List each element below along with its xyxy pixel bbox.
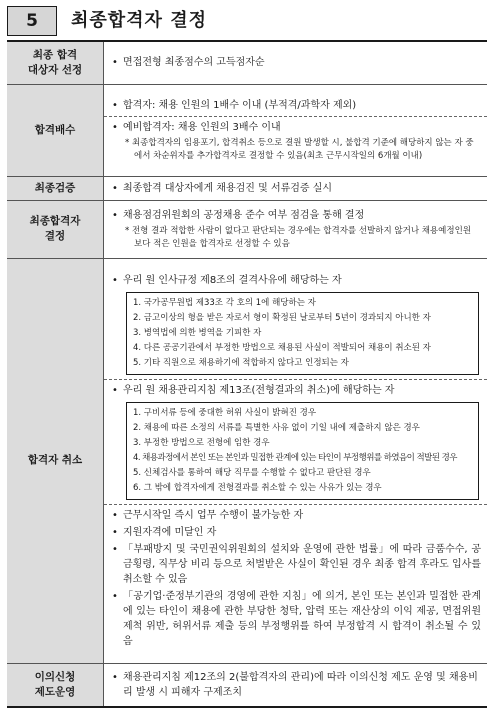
dashed-divider [104, 116, 487, 117]
dashed-divider [104, 504, 487, 505]
disqualification-box [126, 292, 479, 375]
bullet-item: • 면접전형 최종점수의 고득점자순 [112, 55, 481, 70]
bullet-item: • 예비합격자: 채용 인원의 3배수 이내 [112, 120, 481, 135]
box-item: 5. 기타 직원으로 채용하기에 적합하지 않다고 인정되는 자 [133, 357, 349, 368]
row-label [7, 200, 104, 258]
table-row [7, 258, 487, 663]
box-item: 3. 병역법에 의한 병역을 기피한 자 [133, 327, 262, 338]
row-label-line: 제도운영 [34, 685, 76, 698]
bullet-item: • 지원자격에 미달인 자 [112, 525, 481, 540]
row-content [104, 41, 488, 84]
dashed-divider [104, 379, 487, 380]
box-item: 2. 금고이상의 형을 받은 자로서 형이 확정된 날로부터 5년이 경과되지 아니한 자 [133, 312, 431, 323]
cancellation-box [126, 402, 479, 500]
row-label: 최종검증 [7, 176, 104, 200]
bullet-item: • 채용점검위원회의 공정채용 준수 여부 점검을 통해 결정 [112, 208, 481, 223]
box-item: 2. 채용에 따른 소정의 서류를 특별한 사유 없이 기일 내에 제출하지 않은 경우 [133, 422, 420, 433]
bullet-item: • 우리 원 채용관리지침 제13조(전형결과의 취소)에 해당하는 자 [112, 383, 481, 398]
row-content [104, 258, 488, 663]
bullet-item: • 「공기업·준정부기관의 경영에 관한 지침」에 의거, 본인 또는 본인과 밀접한 관계에 있는 타인이 채용에 관한 부당한 청탁, 압력 또는 재산상의 이익 제공, 면접위원 제척 위반, 허위서류 제출 등의 부정행위를 하여 부정합격 시 합격이 취소될 수 있음 [112, 589, 481, 649]
table-row [7, 41, 487, 84]
row-label [7, 41, 104, 84]
table-row [7, 663, 487, 707]
box-item: 5. 신체검사를 통하여 해당 직무를 수행할 수 없다고 판단된 경우 [133, 467, 371, 478]
row-label: 합격배수 [7, 84, 104, 176]
table-row [7, 176, 487, 200]
box-item: 4. 채용과정에서 본인 또는 본인과 밀접한 관계에 있는 타인이 부정행위를 하였음이 적발된 경우 [133, 452, 457, 463]
final-selection-table [7, 40, 487, 708]
row-label-line: 대상자 선정 [27, 63, 83, 76]
note-text: * 최종합격자의 임용포기, 합격취소 등으로 결원 발생할 시, 불합격 기준에 해당하지 않는 자 중에서 차순위자를 추가합격자로 결정할 수 있음(최초 근무시작일의 6개월 이내) [125, 137, 474, 161]
bullet-item: • 우리 원 인사규정 제8조의 결격사유에 해당하는 자 [112, 273, 481, 288]
row-content [104, 663, 488, 707]
row-label-line: 최종 합격 [32, 48, 78, 61]
row-label: 합격자 취소 [7, 258, 104, 663]
box-item: 1. 국가공무원법 제33조 각 호의 1에 해당하는 자 [133, 297, 316, 308]
section-header [7, 6, 487, 36]
row-content [104, 84, 488, 176]
table-row [7, 84, 487, 176]
bullet-item: • 합격자: 채용 인원의 1배수 이내 (부적격/과학자 제외) [112, 98, 481, 113]
bullet-item: • 최종합격 대상자에게 채용검진 및 서류검증 실시 [112, 181, 481, 196]
section-title: 최종합격자 결정 [71, 10, 207, 31]
row-label-line: 최종합격자 [29, 215, 81, 227]
row-label-line: 결정 [44, 230, 66, 242]
row-content [104, 176, 488, 200]
table-row [7, 200, 487, 258]
box-item: 1. 구비서류 등에 중대한 허위 사실이 밝혀진 경우 [133, 407, 317, 418]
row-label-line: 이의신청 [34, 670, 76, 683]
box-item: 4. 다른 공공기관에서 부정한 방법으로 채용된 사실이 적발되어 채용이 취소된 자 [133, 342, 431, 353]
bullet-item: • 「부패방지 및 국민권익위원회의 설치와 운영에 관한 법률」에 따라 금품수수, 공금횡령, 직무상 비리 등으로 처벌받은 사실이 확인된 경우 최종 합격 후라도 입사를 취소할 수 있음 [112, 542, 481, 587]
row-content [104, 200, 488, 258]
bullet-item: • 근무시작일 즉시 업무 수행이 불가능한 자 [112, 508, 481, 523]
section-number: 5 [7, 6, 57, 36]
note-text: * 전형 결과 적합한 사람이 없다고 판단되는 경우에는 합격자를 선발하지 않거나 채용예정인원 보다 적은 인원을 합격자로 선정할 수 있음 [125, 225, 471, 249]
box-item: 3. 부정한 방법으로 전형에 임한 경우 [133, 437, 270, 448]
row-label [7, 663, 104, 707]
box-item: 6. 그 밖에 합격자에게 전형결과를 취소할 수 있는 사유가 있는 경우 [133, 482, 382, 493]
bullet-item: • 채용관리지침 제12조의 2(불합격자의 관리)에 따라 이의신청 제도 운영 및 채용비리 발생 시 피해자 구제조치 [112, 670, 481, 700]
